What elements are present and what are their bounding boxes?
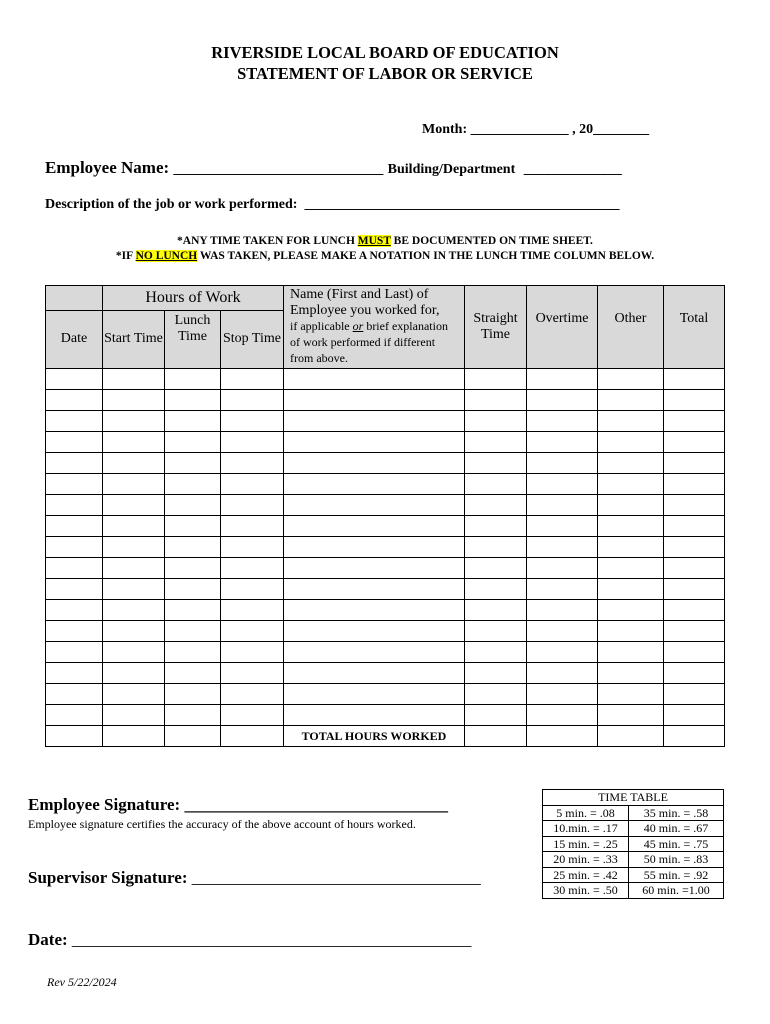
revision-date: Rev 5/22/2024 bbox=[47, 975, 117, 989]
description-row bbox=[45, 197, 619, 213]
date-cell[interactable] bbox=[46, 621, 103, 642]
date-cell[interactable] bbox=[46, 369, 103, 390]
month-row bbox=[422, 122, 649, 138]
time-table bbox=[542, 789, 724, 899]
date-cell[interactable] bbox=[46, 642, 103, 663]
total-cell[interactable] bbox=[664, 537, 725, 558]
other-cell[interactable] bbox=[598, 558, 664, 579]
total-cell[interactable] bbox=[664, 369, 725, 390]
lunch-time-cell[interactable] bbox=[165, 390, 221, 411]
date-cell[interactable] bbox=[46, 579, 103, 600]
overtime-cell[interactable] bbox=[527, 600, 598, 621]
overtime-cell[interactable] bbox=[527, 705, 598, 726]
lunch-notice-2 bbox=[0, 250, 770, 262]
time-table-title: TIME TABLE bbox=[543, 790, 724, 806]
start-time-cell[interactable] bbox=[103, 495, 165, 516]
overtime-cell[interactable] bbox=[527, 474, 598, 495]
month-label: Month: bbox=[422, 122, 468, 137]
hours-of-work-header: Hours of Work bbox=[103, 286, 284, 311]
table-row bbox=[46, 390, 725, 411]
stop-time-cell[interactable] bbox=[221, 516, 284, 537]
total-cell[interactable] bbox=[664, 432, 725, 453]
table-row bbox=[46, 369, 725, 390]
table-row bbox=[46, 516, 725, 537]
time-table-cell: 50 min. = .83 bbox=[629, 852, 724, 868]
other-cell[interactable] bbox=[598, 495, 664, 516]
straight-time-cell[interactable] bbox=[465, 579, 527, 600]
start-time-cell[interactable] bbox=[103, 579, 165, 600]
table-row bbox=[46, 705, 725, 726]
stop-time-cell[interactable] bbox=[221, 621, 284, 642]
time-table-cell: 5 min. = .08 bbox=[543, 805, 629, 821]
stop-time-cell[interactable] bbox=[221, 411, 284, 432]
lunch-time-cell[interactable] bbox=[165, 474, 221, 495]
table-row bbox=[46, 432, 725, 453]
start-time-cell[interactable] bbox=[103, 432, 165, 453]
year-field[interactable]: ________ bbox=[593, 122, 650, 137]
overtime-cell[interactable] bbox=[527, 432, 598, 453]
straight-time-cell[interactable] bbox=[465, 600, 527, 621]
other-header: Other bbox=[598, 286, 664, 369]
other-cell[interactable] bbox=[598, 600, 664, 621]
straight-time-cell[interactable] bbox=[465, 642, 527, 663]
date-cell[interactable] bbox=[46, 537, 103, 558]
stop-time-cell[interactable] bbox=[221, 600, 284, 621]
lunch-time-cell[interactable] bbox=[165, 516, 221, 537]
stop-time-cell[interactable] bbox=[221, 369, 284, 390]
overtime-cell[interactable] bbox=[527, 537, 598, 558]
lunch-time-cell[interactable] bbox=[165, 411, 221, 432]
stop-time-cell[interactable] bbox=[221, 558, 284, 579]
other-cell[interactable] bbox=[598, 642, 664, 663]
employee-worked-for-header bbox=[284, 286, 465, 369]
employee-cell[interactable] bbox=[284, 495, 465, 516]
total-row-date-cell[interactable] bbox=[46, 726, 103, 747]
other-cell[interactable] bbox=[598, 390, 664, 411]
employee-cell[interactable] bbox=[284, 411, 465, 432]
start-time-header: Start Time bbox=[103, 310, 165, 368]
lunch-time-cell[interactable] bbox=[165, 453, 221, 474]
stop-time-cell[interactable] bbox=[221, 705, 284, 726]
total-hours-row bbox=[46, 726, 725, 747]
time-table-row bbox=[543, 867, 724, 883]
start-time-cell[interactable] bbox=[103, 537, 165, 558]
notice-highlight-must: MUST bbox=[357, 235, 391, 247]
time-table-row bbox=[543, 821, 724, 837]
table-row bbox=[46, 453, 725, 474]
total-header: Total bbox=[664, 286, 725, 369]
lunch-notice-1 bbox=[0, 235, 770, 247]
time-table-row bbox=[543, 836, 724, 852]
other-cell[interactable] bbox=[598, 579, 664, 600]
lunch-time-cell[interactable] bbox=[165, 558, 221, 579]
form-title: RIVERSIDE LOCAL BOARD OF EDUCATION bbox=[211, 43, 559, 62]
table-row bbox=[46, 663, 725, 684]
table-row bbox=[46, 642, 725, 663]
lunch-time-cell[interactable] bbox=[165, 369, 221, 390]
date-header: Date bbox=[46, 310, 103, 368]
straight-time-cell[interactable] bbox=[465, 390, 527, 411]
total-cell[interactable] bbox=[664, 558, 725, 579]
date-cell[interactable] bbox=[46, 432, 103, 453]
date-cell[interactable] bbox=[46, 558, 103, 579]
stop-time-cell[interactable] bbox=[221, 432, 284, 453]
date-field[interactable]: _______________________________________________ bbox=[71, 930, 472, 949]
employee-signature-field[interactable]: _______________________________ bbox=[184, 795, 448, 814]
notice-highlight-no-lunch: NO LUNCH bbox=[135, 250, 198, 262]
overtime-cell[interactable] bbox=[527, 390, 598, 411]
lunch-time-cell[interactable] bbox=[165, 537, 221, 558]
other-cell[interactable] bbox=[598, 474, 664, 495]
lunch-time-cell[interactable] bbox=[165, 642, 221, 663]
other-cell[interactable] bbox=[598, 705, 664, 726]
form-subtitle: STATEMENT OF LABOR OR SERVICE bbox=[237, 64, 533, 83]
total-cell[interactable] bbox=[664, 390, 725, 411]
date-cell[interactable] bbox=[46, 705, 103, 726]
header-text: Name (First and Last) of Employee you worked for, bbox=[290, 287, 440, 318]
start-time-cell[interactable] bbox=[103, 600, 165, 621]
stop-time-cell[interactable] bbox=[221, 537, 284, 558]
lunch-time-cell[interactable] bbox=[165, 495, 221, 516]
lunch-time-cell[interactable] bbox=[165, 663, 221, 684]
notice-text: WAS TAKEN, PLEASE MAKE A NOTATION IN THE LUNCH TIME COLUMN BELOW. bbox=[197, 250, 655, 262]
stop-time-cell[interactable] bbox=[221, 474, 284, 495]
other-cell[interactable] bbox=[598, 663, 664, 684]
stop-time-cell[interactable] bbox=[221, 663, 284, 684]
employee-cell[interactable] bbox=[284, 600, 465, 621]
start-time-cell[interactable] bbox=[103, 684, 165, 705]
date-label: Date: bbox=[28, 930, 68, 949]
lunch-time-cell[interactable] bbox=[165, 621, 221, 642]
header-text: if applicable bbox=[290, 319, 353, 333]
straight-time-cell[interactable] bbox=[465, 516, 527, 537]
total-cell[interactable] bbox=[664, 642, 725, 663]
stop-time-header: Stop Time bbox=[221, 310, 284, 368]
table-row bbox=[46, 621, 725, 642]
other-cell[interactable] bbox=[598, 453, 664, 474]
time-table-row bbox=[543, 805, 724, 821]
time-table-row bbox=[543, 852, 724, 868]
other-cell[interactable] bbox=[598, 621, 664, 642]
header-text: brief explanation of work performed if different from above. bbox=[290, 319, 448, 365]
employee-cell[interactable] bbox=[284, 432, 465, 453]
start-time-cell[interactable] bbox=[103, 705, 165, 726]
total-total-cell[interactable] bbox=[664, 726, 725, 747]
total-hours-worked-label: TOTAL HOURS WORKED bbox=[284, 726, 465, 747]
employee-cell[interactable] bbox=[284, 579, 465, 600]
header-text-or: or bbox=[352, 319, 364, 333]
total-cell[interactable] bbox=[664, 474, 725, 495]
employee-signature-label: Employee Signature: bbox=[28, 795, 181, 814]
stop-time-cell[interactable] bbox=[221, 390, 284, 411]
lunch-time-cell[interactable] bbox=[165, 579, 221, 600]
straight-time-cell[interactable] bbox=[465, 474, 527, 495]
start-time-cell[interactable] bbox=[103, 369, 165, 390]
notice-text: *ANY TIME TAKEN FOR LUNCH bbox=[177, 235, 358, 247]
total-other-cell[interactable] bbox=[598, 726, 664, 747]
other-cell[interactable] bbox=[598, 432, 664, 453]
start-time-cell[interactable] bbox=[103, 642, 165, 663]
building-label: Building/Department bbox=[387, 162, 516, 177]
table-row bbox=[46, 474, 725, 495]
lunch-time-cell[interactable] bbox=[165, 705, 221, 726]
time-table-row bbox=[543, 883, 724, 899]
overtime-cell[interactable] bbox=[527, 579, 598, 600]
notice-text: *IF bbox=[115, 250, 136, 262]
overtime-cell[interactable] bbox=[527, 663, 598, 684]
table-row bbox=[46, 537, 725, 558]
start-time-cell[interactable] bbox=[103, 516, 165, 537]
employee-cell[interactable] bbox=[284, 621, 465, 642]
start-time-cell[interactable] bbox=[103, 621, 165, 642]
stop-time-cell[interactable] bbox=[221, 642, 284, 663]
straight-time-cell[interactable] bbox=[465, 621, 527, 642]
employee-signature-note: Employee signature certifies the accuracy of the above account of hours worked. bbox=[28, 817, 416, 831]
overtime-cell[interactable] bbox=[527, 453, 598, 474]
start-time-cell[interactable] bbox=[103, 411, 165, 432]
employee-cell[interactable] bbox=[284, 474, 465, 495]
date-cell[interactable] bbox=[46, 516, 103, 537]
total-cell[interactable] bbox=[664, 705, 725, 726]
time-table-cell: 15 min. = .25 bbox=[543, 836, 629, 852]
date-cell[interactable] bbox=[46, 453, 103, 474]
employee-cell[interactable] bbox=[284, 537, 465, 558]
stop-time-cell[interactable] bbox=[221, 684, 284, 705]
employee-cell[interactable] bbox=[284, 705, 465, 726]
employee-cell[interactable] bbox=[284, 516, 465, 537]
start-time-cell[interactable] bbox=[103, 558, 165, 579]
date-cell[interactable] bbox=[46, 411, 103, 432]
employee-cell[interactable] bbox=[284, 642, 465, 663]
straight-time-header: Straight Time bbox=[465, 286, 527, 369]
description-label: Description of the job or work performed: bbox=[45, 197, 298, 212]
straight-time-cell[interactable] bbox=[465, 453, 527, 474]
notice-text: BE DOCUMENTED ON TIME SHEET. bbox=[390, 235, 593, 247]
employee-cell[interactable] bbox=[284, 663, 465, 684]
description-field[interactable]: _____________________________________________ bbox=[304, 197, 620, 212]
straight-time-cell[interactable] bbox=[465, 369, 527, 390]
other-cell[interactable] bbox=[598, 537, 664, 558]
supervisor-signature-row bbox=[28, 868, 481, 888]
total-cell[interactable] bbox=[664, 663, 725, 684]
total-overtime-cell[interactable] bbox=[527, 726, 598, 747]
time-table-cell: 10.min. = .17 bbox=[543, 821, 629, 837]
time-table-cell: 20 min. = .33 bbox=[543, 852, 629, 868]
start-time-cell[interactable] bbox=[103, 453, 165, 474]
time-table-cell: 55 min. = .92 bbox=[629, 867, 724, 883]
labor-table bbox=[45, 285, 725, 747]
employee-cell[interactable] bbox=[284, 453, 465, 474]
straight-time-cell[interactable] bbox=[465, 663, 527, 684]
start-time-cell[interactable] bbox=[103, 663, 165, 684]
time-table-cell: 35 min. = .58 bbox=[629, 805, 724, 821]
employee-name-field[interactable]: ______________________________ bbox=[173, 162, 384, 177]
time-table-cell: 30 min. = .50 bbox=[543, 883, 629, 899]
lunch-time-header: Lunch Time bbox=[165, 310, 221, 368]
total-row-start-cell[interactable] bbox=[103, 726, 165, 747]
month-field[interactable]: ______________ bbox=[470, 122, 569, 137]
table-row bbox=[46, 558, 725, 579]
date-cell[interactable] bbox=[46, 474, 103, 495]
employee-cell[interactable] bbox=[284, 684, 465, 705]
employee-cell[interactable] bbox=[284, 369, 465, 390]
date-cell[interactable] bbox=[46, 390, 103, 411]
date-row bbox=[28, 930, 471, 950]
lunch-time-cell[interactable] bbox=[165, 600, 221, 621]
overtime-cell[interactable] bbox=[527, 642, 598, 663]
total-cell[interactable] bbox=[664, 684, 725, 705]
straight-time-cell[interactable] bbox=[465, 684, 527, 705]
total-cell[interactable] bbox=[664, 621, 725, 642]
straight-time-cell[interactable] bbox=[465, 558, 527, 579]
overtime-cell[interactable] bbox=[527, 516, 598, 537]
straight-time-cell[interactable] bbox=[465, 411, 527, 432]
stop-time-cell[interactable] bbox=[221, 495, 284, 516]
employee-cell[interactable] bbox=[284, 390, 465, 411]
straight-time-cell[interactable] bbox=[465, 495, 527, 516]
time-table-cell: 60 min. =1.00 bbox=[629, 883, 724, 899]
supervisor-signature-label: Supervisor Signature: bbox=[28, 868, 188, 887]
table-row bbox=[46, 684, 725, 705]
overtime-cell[interactable] bbox=[527, 684, 598, 705]
total-row-lunch-cell[interactable] bbox=[165, 726, 221, 747]
overtime-cell[interactable] bbox=[527, 495, 598, 516]
table-row bbox=[46, 411, 725, 432]
overtime-cell[interactable] bbox=[527, 621, 598, 642]
employee-signature-row bbox=[28, 795, 448, 815]
start-time-cell[interactable] bbox=[103, 474, 165, 495]
employee-name-label: Employee Name: bbox=[45, 158, 170, 177]
total-cell[interactable] bbox=[664, 600, 725, 621]
other-cell[interactable] bbox=[598, 411, 664, 432]
straight-time-cell[interactable] bbox=[465, 432, 527, 453]
lunch-time-cell[interactable] bbox=[165, 432, 221, 453]
total-cell[interactable] bbox=[664, 495, 725, 516]
date-cell[interactable] bbox=[46, 495, 103, 516]
other-cell[interactable] bbox=[598, 369, 664, 390]
total-cell[interactable] bbox=[664, 453, 725, 474]
supervisor-signature-field[interactable]: __________________________________ bbox=[191, 868, 481, 887]
stop-time-cell[interactable] bbox=[221, 579, 284, 600]
employee-name-row bbox=[45, 158, 622, 178]
overtime-cell[interactable] bbox=[527, 558, 598, 579]
table-row bbox=[46, 495, 725, 516]
date-cell[interactable] bbox=[46, 663, 103, 684]
time-table-cell: 45 min. = .75 bbox=[629, 836, 724, 852]
stop-time-cell[interactable] bbox=[221, 453, 284, 474]
overtime-header: Overtime bbox=[527, 286, 598, 369]
time-table-cell: 40 min. = .67 bbox=[629, 821, 724, 837]
straight-time-cell[interactable] bbox=[465, 705, 527, 726]
total-cell[interactable] bbox=[664, 579, 725, 600]
time-table-cell: 25 min. = .42 bbox=[543, 867, 629, 883]
other-cell[interactable] bbox=[598, 516, 664, 537]
total-row-stop-cell[interactable] bbox=[221, 726, 284, 747]
straight-time-cell[interactable] bbox=[465, 537, 527, 558]
year-prefix: , 20 bbox=[572, 122, 594, 137]
total-cell[interactable] bbox=[664, 411, 725, 432]
employee-cell[interactable] bbox=[284, 558, 465, 579]
table-row bbox=[46, 579, 725, 600]
start-time-cell[interactable] bbox=[103, 390, 165, 411]
date-cell[interactable] bbox=[46, 600, 103, 621]
total-straight-time-cell[interactable] bbox=[465, 726, 527, 747]
date-cell[interactable] bbox=[46, 684, 103, 705]
building-field[interactable]: ______________ bbox=[523, 162, 622, 177]
overtime-cell[interactable] bbox=[527, 369, 598, 390]
other-cell[interactable] bbox=[598, 684, 664, 705]
overtime-cell[interactable] bbox=[527, 411, 598, 432]
table-row bbox=[46, 600, 725, 621]
total-cell[interactable] bbox=[664, 516, 725, 537]
header-blank bbox=[46, 286, 103, 311]
lunch-time-cell[interactable] bbox=[165, 684, 221, 705]
